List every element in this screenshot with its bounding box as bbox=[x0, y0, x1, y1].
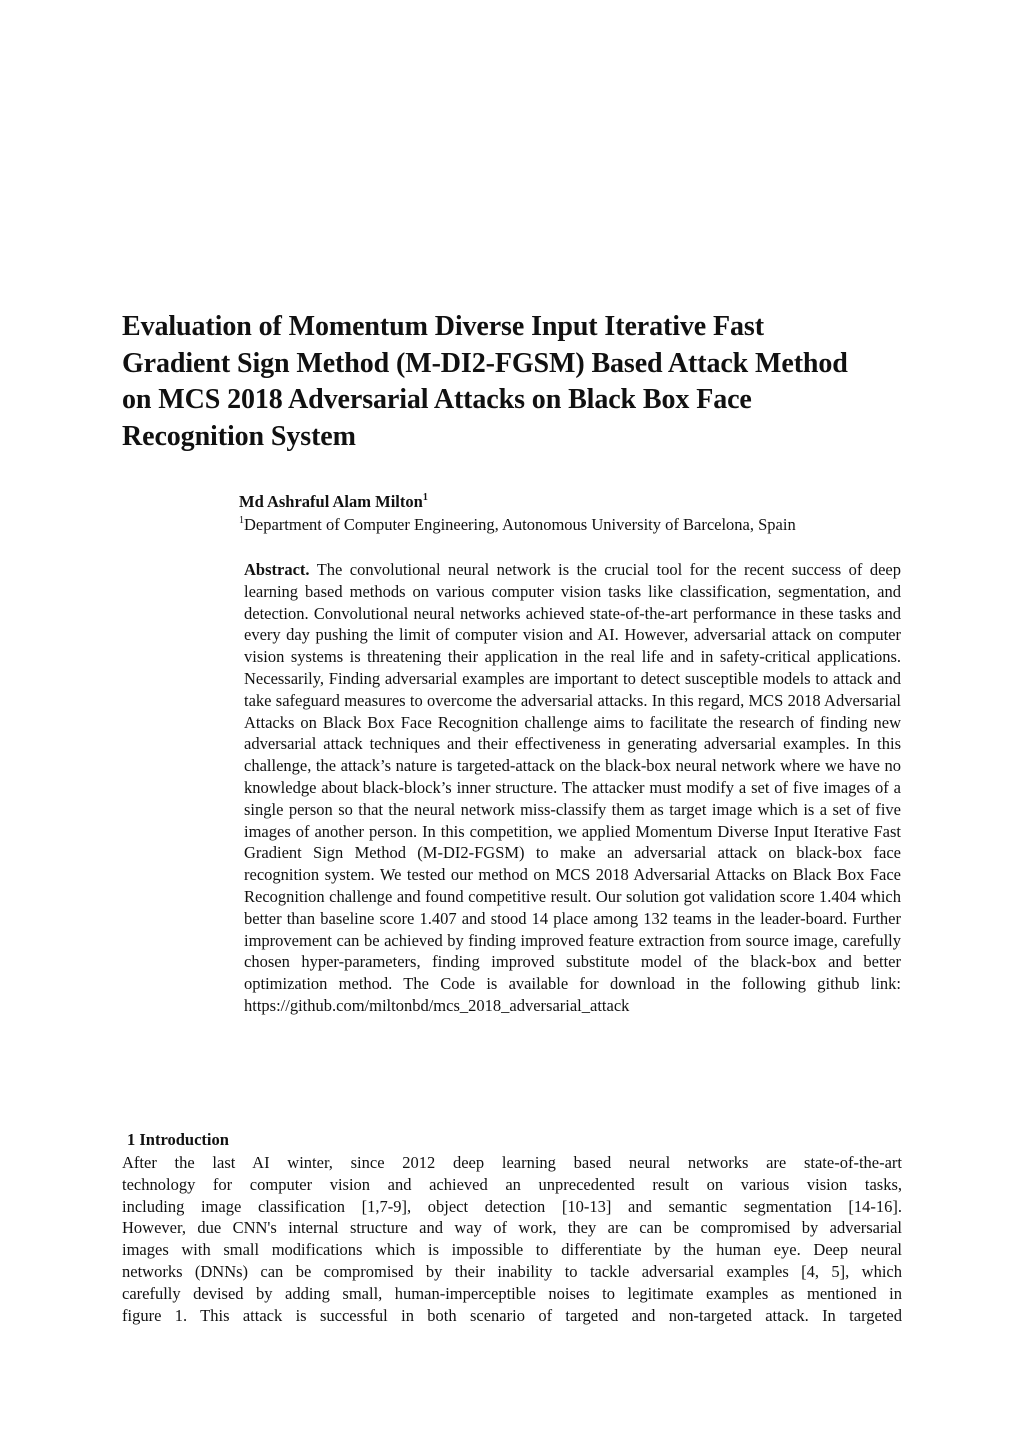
introduction-line-5: images with small modifications which is impossible to differentiate by the human eye. Deep neural bbox=[122, 1240, 902, 1260]
paper-title bbox=[122, 309, 912, 455]
introduction-line-2: technology for computer vision and achieved an unprecedented result on various vision tasks, bbox=[122, 1174, 902, 1194]
author-name-line bbox=[239, 490, 919, 513]
abstract-block bbox=[244, 559, 901, 1017]
abstract-text: The convolutional neural network is the crucial tool for the recent success of deep learning based methods on various computer vision tasks like classification, segmentation, and detection. Convolutional neural networks achieved state-of-the-art performance in these tasks and every day pushing the limit of computer vision and AI. However, adversarial attack on computer vision systems is threatening their application in the real life and in safety-critical applications. Necessarily, Finding adversarial examples are important to detect susceptible models to attack and take safeguard measures to overcome the adversarial attacks. In this regard, MCS 2018 Adversarial Attacks on Black Box Face Recognition challenge aims to facilitate the research of finding new adversarial attack techniques and their effectiveness in generating adversarial examples. In this challenge, the attack’s nature is targeted-attack on the black-box neural network where we have no knowledge about black-block’s inner structure. The attacker must modify a set of five images of a single person so that the neural network miss-classify them as target image which is a set of five images of another person. In this competition, we applied Momentum Diverse Input Iterative Fast Gradient Sign Method (M-DI2-FGSM) to make an adversarial attack on black-box face recognition system. We tested our method on MCS 2018 Adversarial Attacks on Black Box Face Recognition challenge and found competitive result. Our solution got validation score 1.404 which better than baseline score 1.407 and stood 14 place among 132 teams in the leader-board. Further improvement can be achieved by finding improved feature extraction from source image, carefully chosen hyper-parameters, finding improved substitute model of the black-box and better optimization method. The Code is available for download in the following github link: https://github.com/miltonbd/mcs_2018_adversarial_attack bbox=[244, 560, 902, 1015]
introduction-heading: 1 Introduction bbox=[127, 1130, 229, 1149]
introduction-line-1: After the last AI winter, since 2012 deep learning based neural networks are state-of-the-art bbox=[122, 1153, 902, 1172]
title-line-1: Evaluation of Momentum Diverse Input Iterative Fast bbox=[122, 311, 764, 342]
title-line-3: on MCS 2018 Adversarial Attacks on Black Box Face bbox=[122, 384, 752, 415]
introduction-line-6: networks (DNNs) can be compromised by their inability to tackle adversarial examples [4, 5], which bbox=[122, 1261, 902, 1281]
introduction-line-3: including image classification [1,7-9], object detection [10-13] and semantic segmentation [14-16]. bbox=[122, 1196, 902, 1216]
author-superscript: 1 bbox=[422, 492, 428, 503]
title-line-2: Gradient Sign Method (M-DI2-FGSM) Based Attack Method bbox=[122, 347, 848, 379]
author-name: Md Ashraful Alam Milton bbox=[239, 492, 423, 511]
author-block bbox=[239, 490, 919, 536]
introduction-line-4: However, due CNN's internal structure and way of work, they are can be compromised by adversarial bbox=[122, 1218, 902, 1238]
abstract-label: Abstract. bbox=[244, 560, 310, 579]
affiliation-marker: 1 bbox=[239, 515, 244, 526]
introduction-line-7: carefully devised by adding small, human-imperceptible noises to legitimate examples as mentioned in bbox=[122, 1283, 902, 1303]
author-affiliation-line bbox=[239, 513, 919, 536]
author-affiliation: Department of Computer Engineering, Autonomous University of Barcelona, Spain bbox=[244, 515, 796, 534]
title-line-4: Recognition System bbox=[122, 420, 356, 452]
introduction-body bbox=[122, 1152, 902, 1326]
introduction-line-8: figure 1. This attack is successful in both scenario of targeted and non-targeted attack. In targeted bbox=[122, 1305, 902, 1325]
